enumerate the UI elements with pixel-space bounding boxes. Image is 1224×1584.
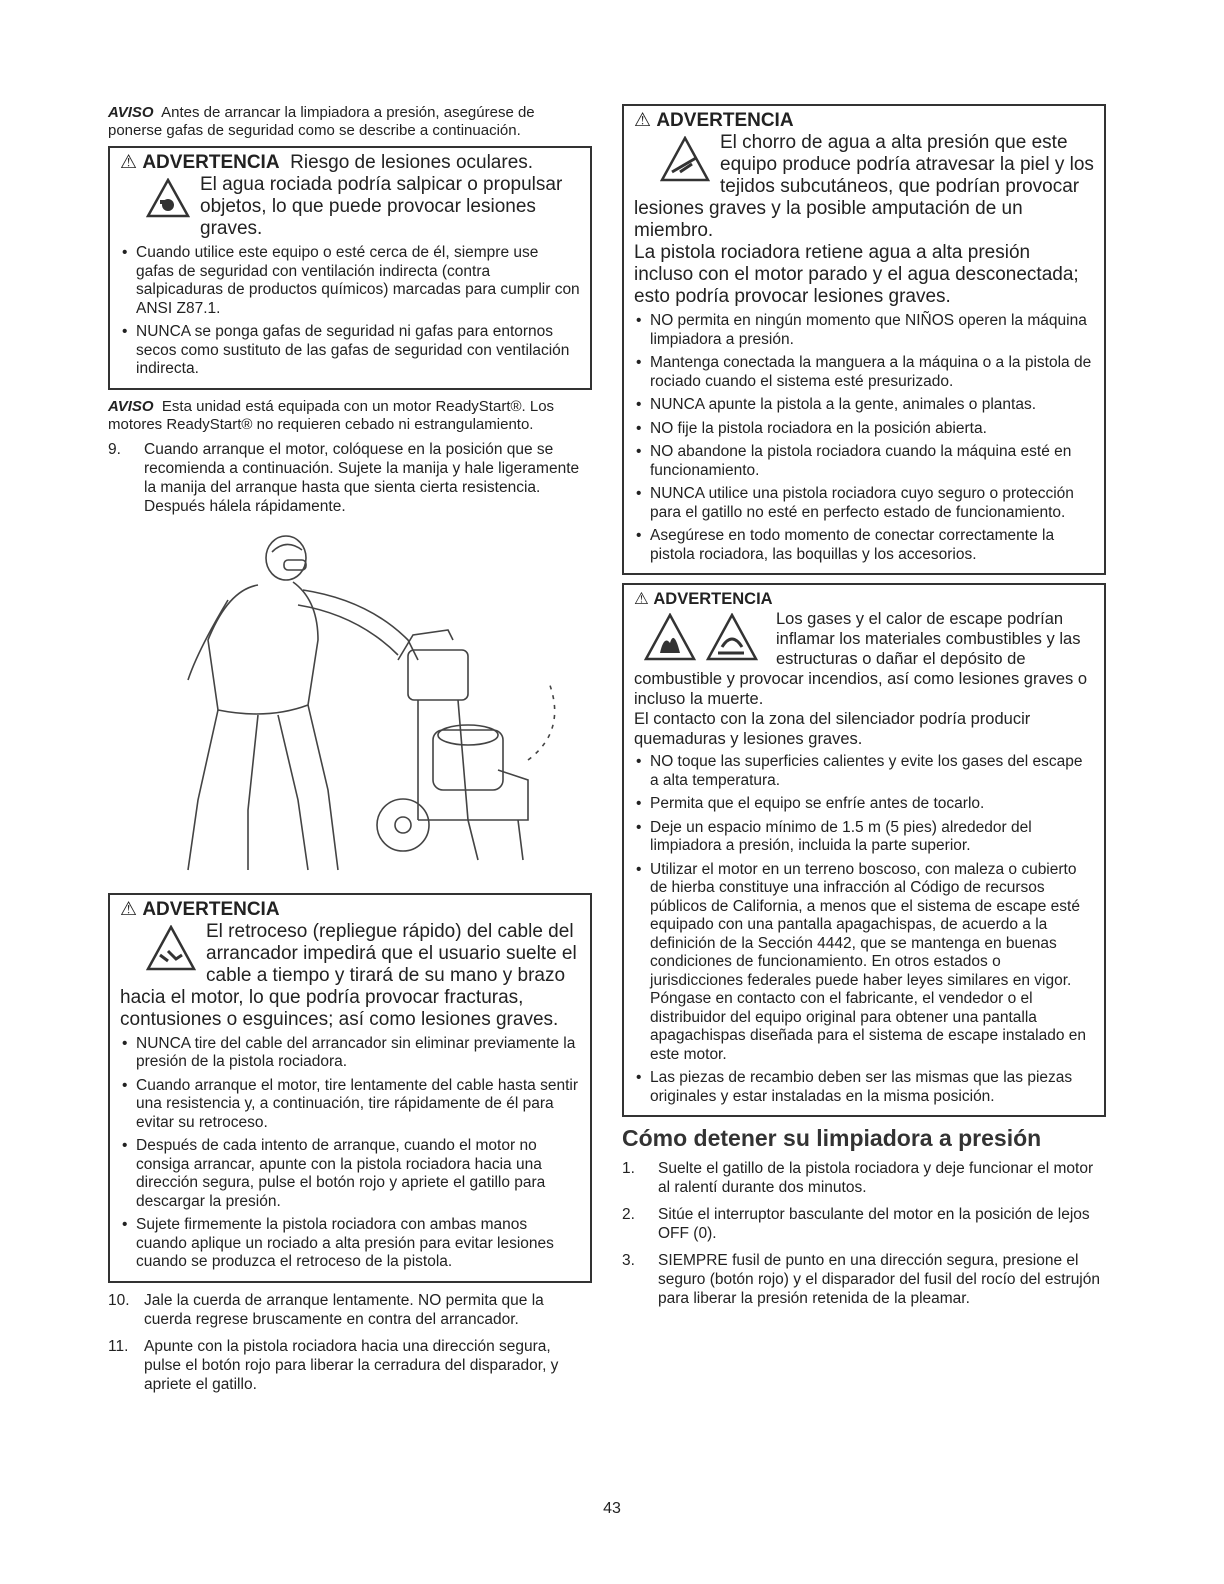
list-item: • Utilizar el motor en un terreno boscoso, con maleza o cubierto de hierba constituye una infracción al Código de recursos públicos de California, a menos que el sistema de escape esté equipado con una pantalla apagachispas, de acuerdo a la definición de la Sección 4442, que se mantenga en buenas condiciones de funcionamiento. En otros estados o jurisdicciones federales puede haber leyes similares en vigor. Póngase en contacto con el fabricante, el vendedor o el distribuidor del equipo original para obtener una pantalla apagachispas diseñada para el sistema de escape instalado en este motor. (634, 861, 1094, 1065)
warning-body: La pistola rociadora retiene agua a alta presión incluso con el motor parado y el agua desconectada; esto podría provocar lesiones graves. (634, 242, 1079, 307)
warning-heading (634, 110, 1094, 132)
step-text: Jale la cuerda de arranque lentamente. NO permita que la cuerda regrese bruscamente en contra del arrancador. (144, 1291, 544, 1328)
warning-lead: El retroceso (repliegue rápido) del cable del arrancador impedirá que el usuario suelte el cable a tiempo y tirará de su mano y brazo hacia el motor, lo que podría provocar fracturas, contusiones o esguinces; así como lesiones graves. (120, 920, 577, 1030)
eye-hazard-icon (146, 178, 190, 218)
list-item: • Deje un espacio mínimo de 1.5 m (5 pies) alrededor del limpiadora a presión, incluida la parte superior. (634, 819, 1094, 856)
notice-text: Antes de arrancar la limpiadora a presión, asegúrese de ponerse gafas de seguridad como se describe a continuación. (108, 104, 535, 139)
step-text: Apunte con la pistola rociadora hacia una dirección segura, pulse el botón rojo para liberar la cerradura del disparador, y apriete el gatillo. (144, 1337, 559, 1393)
notice-label: AVISO (108, 397, 154, 415)
list-item (622, 1205, 1106, 1243)
warning-kickback (108, 893, 592, 1283)
left-column (108, 104, 592, 1402)
warning-exhaust (622, 583, 1106, 1117)
list-item: • NO permita en ningún momento que NIÑOS operen la máquina limpiadora a presión. (634, 312, 1094, 349)
warning-label: ADVERTENCIA (653, 590, 773, 608)
list-item: • Cuando utilice este equipo o esté cerca de él, siempre use gafas de seguridad con ventilación indirecta (contra salpicaduras de productos químicos) marcadas para cumplir con ANSI Z87.1. (120, 244, 580, 318)
warning-label: ADVERTENCIA (656, 110, 794, 131)
step-text: Suelte el gatillo de la pistola rociadora y deje funcionar el motor al ralentí durante dos minutos. (658, 1160, 1094, 1196)
warning-triangle-icon: ⚠ (120, 898, 138, 920)
list-item: • Cuando arranque el motor, tire lentamente del cable hasta sentir una resistencia y, a continuación, tire rápidamente de él para evitar su retroceso. (120, 1077, 580, 1133)
notice-text: Esta unidad está equipada con un motor ReadyStart®. Los motores ReadyStart® no requieren cebado ni estrangulamiento. (108, 397, 555, 433)
step-list (108, 1291, 592, 1394)
step-text: Cuando arranque el motor, colóquese en la posición que se recomienda a continuación. Sujete la manija y hale ligeramente la manija del arranque hasta que sienta cierta resistencia. Después hálela rápidamente. (144, 440, 580, 515)
list-item (108, 440, 592, 516)
step-number: 2. (622, 1206, 635, 1223)
warning-label: ADVERTENCIA (142, 152, 280, 173)
step-list (622, 1159, 1106, 1308)
list-item: • Las piezas de recambio deben ser las mismas que las piezas originales y estar instaladas en la misma posición. (634, 1069, 1094, 1106)
warning-body: El agua rociada podría salpicar o propulsar objetos, lo que puede provocar lesiones graves. (200, 174, 563, 239)
hand-pull-hazard-icon (146, 925, 196, 971)
warning-triangle-icon: ⚠ (634, 110, 652, 131)
warning-heading (120, 899, 580, 921)
page-number: 43 (603, 1500, 621, 1517)
list-item (622, 1159, 1106, 1197)
step-text: Sitúe el interruptor basculante del motor en la posición de lejos OFF (0). (658, 1206, 1090, 1242)
list-item: • NO toque las superficies calientes y evite los gases del escape a alta temperatura. (634, 753, 1094, 790)
warning-bullets (120, 244, 580, 379)
list-item (108, 1291, 592, 1329)
notice-goggles (108, 104, 592, 140)
warning-heading (120, 152, 580, 174)
warning-lead: El chorro de agua a alta presión que este equipo produce podría atravesar la piel y los tejidos subcutáneos, que podrían provocar lesiones graves y la posible amputación de un miembro. (634, 132, 1094, 241)
step-number: 11. (108, 1337, 129, 1355)
warning-eye-injury (108, 146, 592, 390)
notice-readystart (108, 398, 592, 434)
list-item: • NUNCA tire del cable del arrancador sin eliminar previamente la presión de la pistola rociadora. (120, 1035, 580, 1072)
warning-bullets (634, 753, 1094, 1106)
list-item: • NUNCA utilice una pistola rociadora cuyo seguro o protección para el gatillo no esté en perfecto estado de funcionamiento. (634, 485, 1094, 522)
warning-body: El contacto con la zona del silenciador podría producir quemaduras y lesiones graves. (634, 710, 1031, 748)
warning-lead: Los gases y el calor de escape podrían inflamar los materiales combustibles y las estructuras o dañar el depósito de combustible y provocar incendios, así como lesiones graves o incluso la muerte. (634, 610, 1088, 708)
list-item (108, 1337, 592, 1394)
fire-and-burn-hazard-icon (644, 613, 764, 661)
step-number: 9. (108, 440, 121, 458)
step-number: 10. (108, 1291, 130, 1309)
warning-bullets (120, 1035, 580, 1272)
step-list (108, 440, 592, 516)
warning-triangle-icon: ⚠ (120, 152, 138, 173)
list-item: • NO abandone la pistola rociadora cuando la máquina esté en funcionamiento. (634, 443, 1094, 480)
warning-lead: Riesgo de lesiones oculares. (290, 152, 534, 173)
list-item: • Sujete firmemente la pistola rociadora con ambas manos cuando aplique un rociado a alta presión para evitar lesiones cuando se produzca el retroceso de la pistola. (120, 1216, 580, 1272)
warning-triangle-icon: ⚠ (634, 590, 649, 608)
warning-bullets (634, 312, 1094, 564)
list-item: • Después de cada intento de arranque, cuando el motor no consiga arrancar, apunte con la pistola rociadora hacia una dirección segura, pulse el botón rojo y apriete el gatillo para descargar la presión. (120, 1137, 580, 1211)
list-item: • Asegúrese en todo momento de conectar correctamente la pistola rociadora, las boquillas y los accesorios. (634, 527, 1094, 564)
injection-hazard-icon (660, 136, 710, 182)
notice-label: AVISO (108, 104, 154, 121)
right-column (622, 104, 1106, 1316)
list-item: • NO fije la pistola rociadora en la posición abierta. (634, 420, 1094, 439)
list-item: • Permita que el equipo se enfríe antes de tocarlo. (634, 795, 1094, 814)
list-item: • Mantenga conectada la manguera a la máquina o a la pistola de rociado cuando el sistema esté presurizado. (634, 354, 1094, 391)
warning-high-pressure-jet (622, 104, 1106, 575)
step-text: SIEMPRE fusil de punto en una dirección segura, presione el seguro (botón rojo) y el disparador del fusil del rocío del estrujón para liberar la presión retenida de la pleamar. (658, 1252, 1100, 1307)
warning-label: ADVERTENCIA (142, 898, 280, 920)
list-item (622, 1251, 1106, 1308)
warning-heading (634, 589, 1094, 609)
step-number: 3. (622, 1252, 635, 1269)
list-item: • NUNCA se ponga gafas de seguridad ni gafas para entornos secos como sustituto de las gafas de seguridad con ventilación indirecta. (120, 323, 580, 379)
operator-starting-engine-illustration (168, 530, 568, 880)
list-item: • NUNCA apunte la pistola a la gente, animales o plantas. (634, 396, 1094, 415)
section-heading: Cómo detener su limpiadora a presión (622, 1125, 1042, 1151)
step-number: 1. (622, 1160, 635, 1177)
